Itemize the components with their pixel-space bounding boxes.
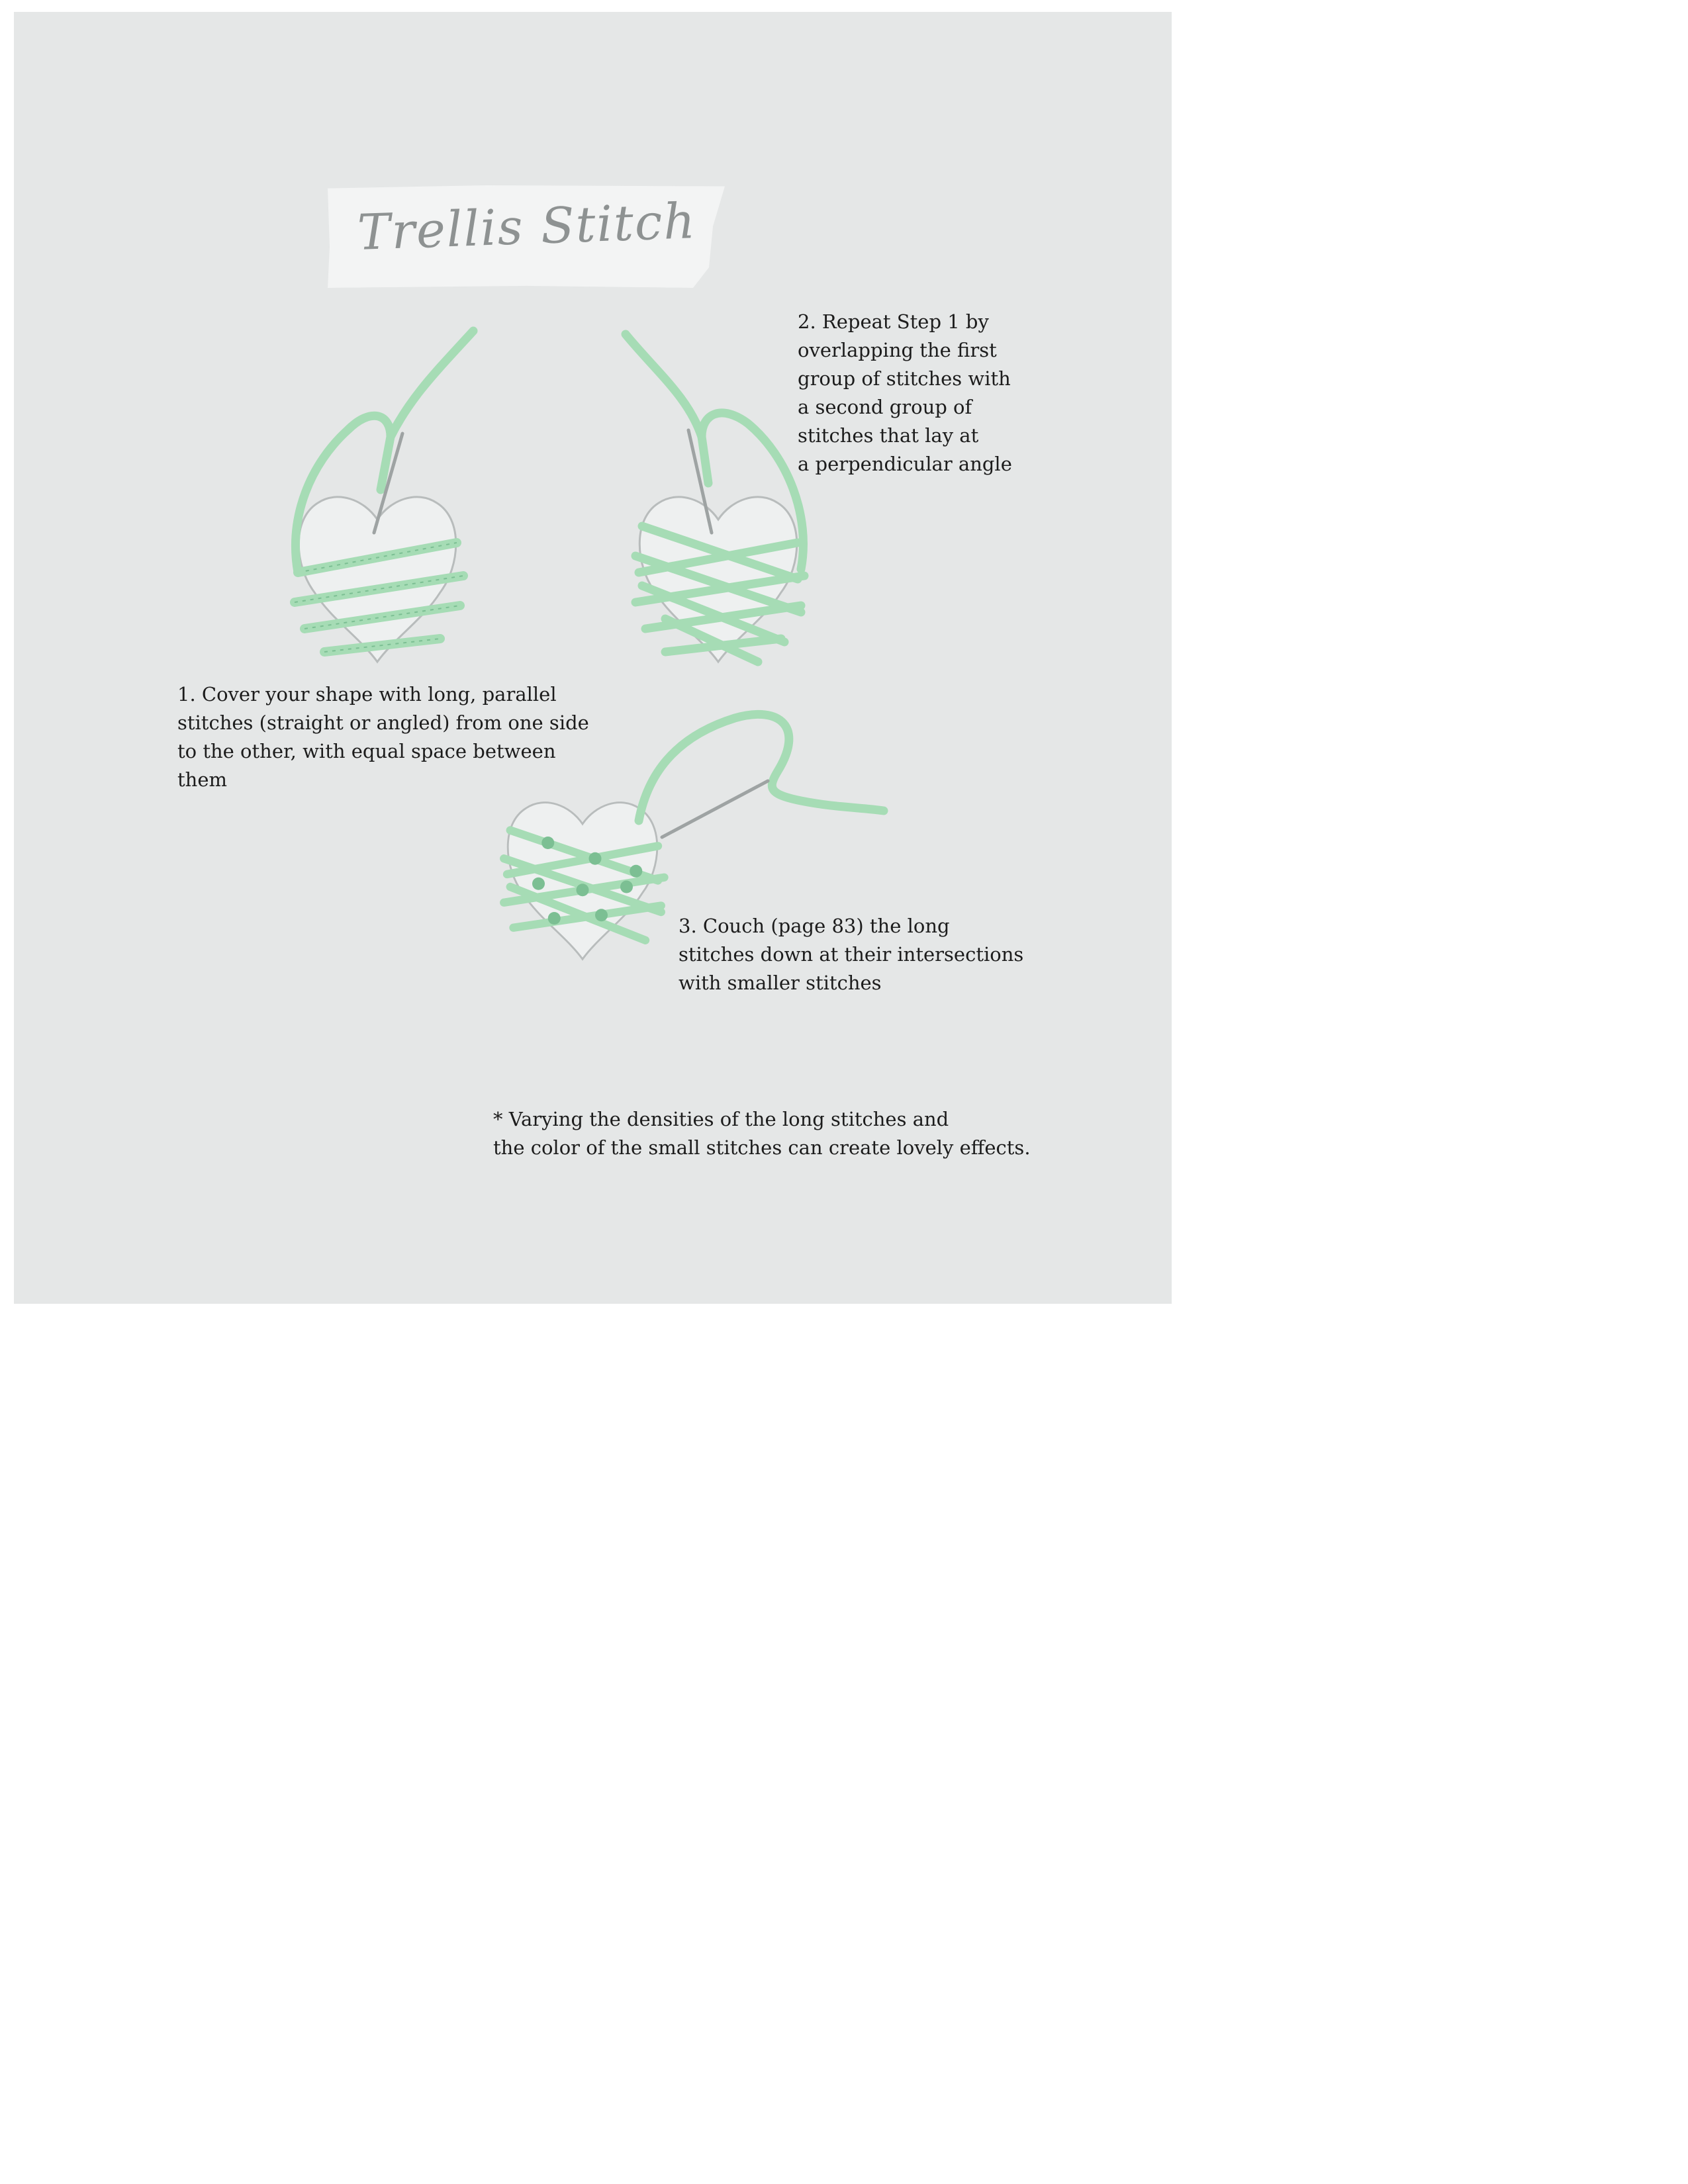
step-3-caption: 3. Couch (page 83) the long stitches down at their intersections with smaller stitches [679, 915, 1024, 994]
heart-step2 [635, 497, 804, 662]
tip-note: * Varying the densities of the long stitches and the color of the small stitches can create lovely effects. [493, 1108, 1031, 1159]
title-label: Trellis Stitch [356, 193, 698, 261]
step-2-caption: 2. Repeat Step 1 by overlapping the first group of stitches with a second group of stitches that lay at a perpendicular angle [798, 310, 1012, 475]
needle-step3 [662, 781, 768, 837]
thread-step3 [639, 714, 884, 837]
heart-step1 [295, 497, 463, 662]
heart-step3 [504, 803, 664, 960]
step-1-caption: 1. Cover your shape with long, parallel stitches (straight or angled) from one side to the other, with equal space between them [177, 683, 589, 791]
